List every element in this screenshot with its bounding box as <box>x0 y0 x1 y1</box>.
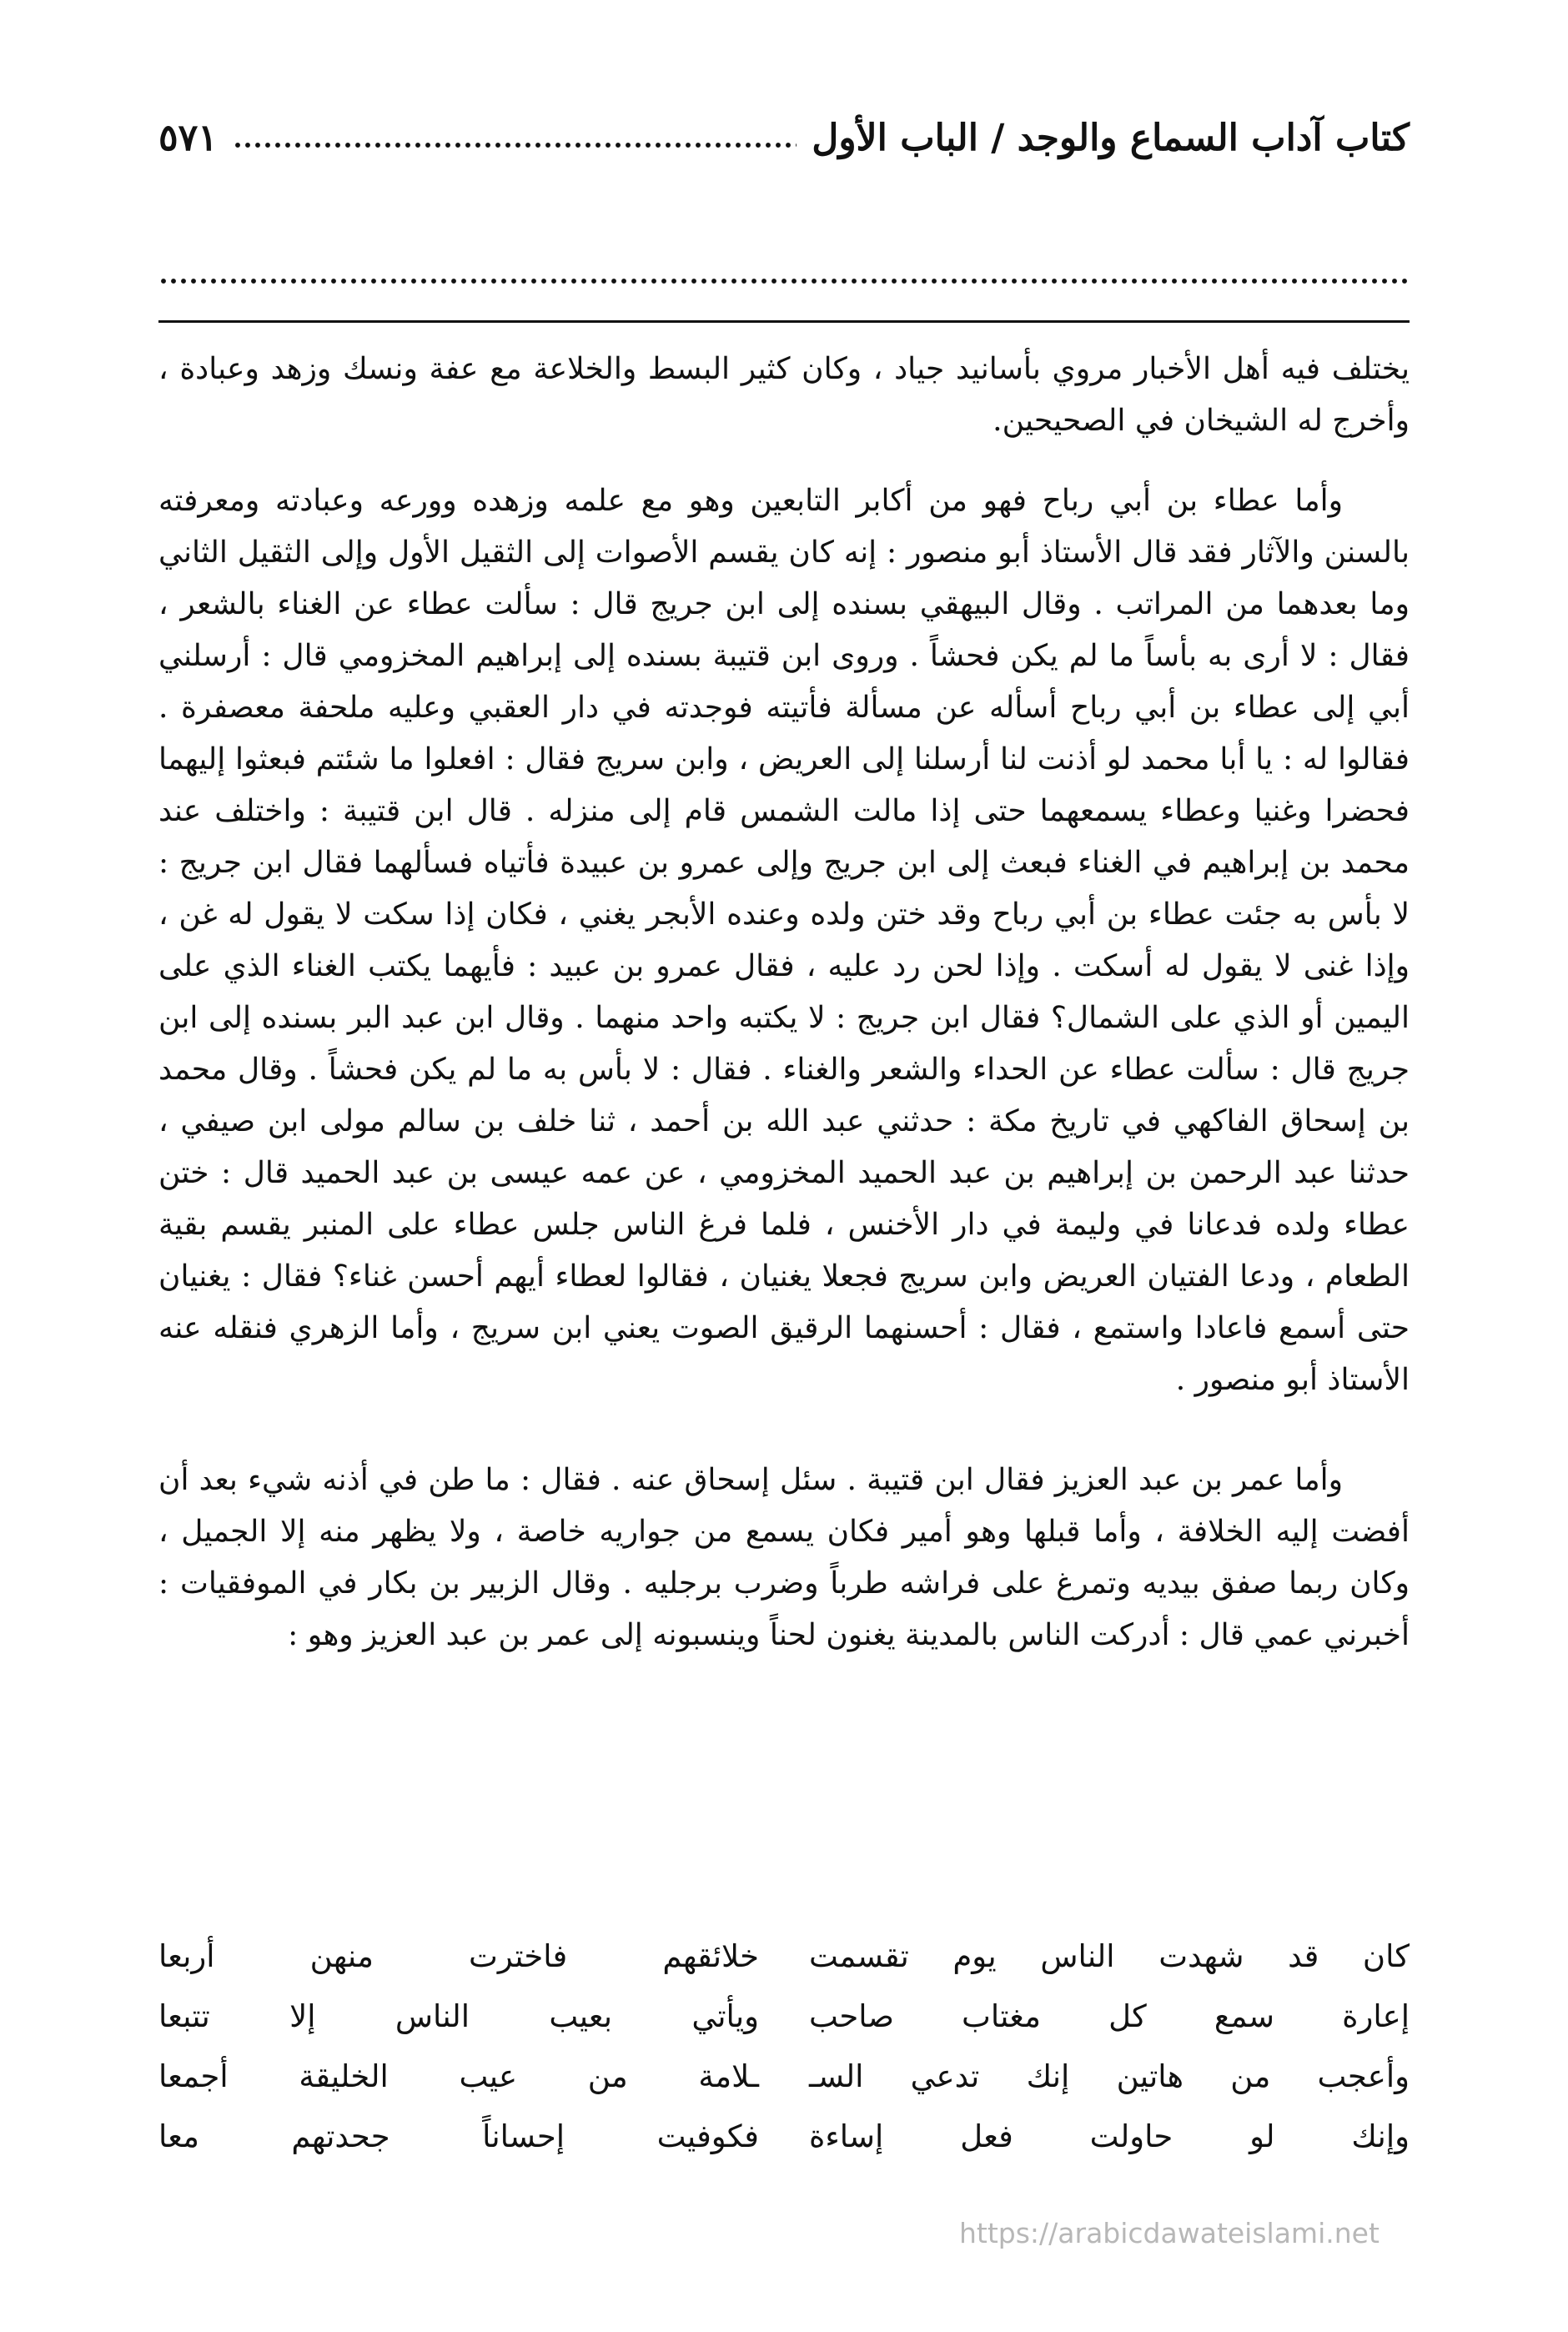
paragraph-ata: وأما عطاء بن أبي رباح فهو من أكابر التابعين وهو مع علمه وزهده وورعه وعبادته ومعرفته بالسنن والآثار فقد قال الأستاذ أبو منصور : إنه كان يقسم الأصوات إلى الثقيل الأول وإلى الثقيل الثاني وما بعدهما من المراتب . وقال البيهقي بسنده إلى ابن جريج قال : سألت عطاء عن الغناء بالشعر ، فقال : لا أرى به بأساً ما لم يكن فحشاً . وروى ابن قتيبة بسنده إلى إبراهيم المخزومي قال : أرسلني أبي إلى عطاء بن أبي رباح أسأله عن مسألة فأتيته فوجدته في دار العقبي وعليه ملحفة معصفرة . فقالوا له : يا أبا محمد لو أذنت لنا أرسلنا إلى العريض ، وابن سريج فقال : افعلوا ما شئتم فبعثوا إليهما فحضرا وغنيا وعطاء يسمعهما حتى إذا مالت الشمس قام إلى منزله . قال ابن قتيبة : واختلف عند محمد بن إبراهيم في الغناء فبعث إلى ابن جريج وإلى عمرو بن عبيدة فأتياه فسألهما فقال ابن جريج : لا بأس به جئت عطاء بن أبي رباح وقد ختن ولده وعنده الأبجر يغني ، فكان إذا سكت لا يقول له غن ، وإذا غنى لا يقول له أسكت . وإذا لحن رد عليه ، فقال عمرو بن عبيد : فأيهما يكتب الغناء الذي على اليمين أو الذي على الشمال؟ فقال ابن جريج : لا يكتبه واحد منهما . وقال ابن عبد البر بسنده إلى ابن جريج قال : سألت عطاء عن الحداء والشعر والغناء . فقال : لا بأس به ما لم يكن فحشاً . وقال محمد بن إسحاق الفاكهي في تاريخ مكة : حدثني عبد الله بن أحمد ، ثنا خلف بن سالم مولى ابن صيفي ، حدثنا عبد الرحمن بن إبراهيم بن عبد الحميد المخزومي ، عن عمه عيسى بن عبد الحميد قال : ختن عطاء ولده فدعانا في وليمة في دار الأخنس ، فلما فرغ الناس جلس عطاء على المنبر يقسم بقية الطعام ، ودعا الفتيان العريض وابن سريج فجعلا يغنيان ، فقالوا لعطاء أيهم أحسن غناء؟ فقال : يغنيان حتى أسمع فاعادا واستمع ، فقال : أحسنهما الرقيق الصوت يعني ابن سريج ، وأما الزهري فنقله عنه الأستاذ أبو منصور . <box>158 484 1410 1397</box>
verse-line <box>158 1927 1410 1987</box>
header-title: كتاب آداب السماع والوجد / الباب الأول <box>812 116 1410 159</box>
paragraph-continuation: يختلف فيه أهل الأخبار مروي بأسانيد جياد ، وكان كثير البسط والخلاعة مع عفة ونسك وزهد وعبادة ، وأخرج له الشيخان في الصحيحين. <box>158 352 1410 438</box>
verse-line <box>158 2047 1410 2107</box>
verse-first-hemistich: إعارة سمع كل مغتاب صاحب <box>809 1998 1410 2034</box>
verse-first-hemistich: كان قد شهدت الناس يوم تقسمت <box>809 1938 1410 1974</box>
page-number: ٥٧١ <box>158 116 218 159</box>
verse-second-hemistich: ويأتي بعيب الناس إلا تتبعا <box>158 1998 759 2034</box>
verse-second-hemistich: فكوفيت إحساناً جحدتهم معا <box>158 2118 759 2154</box>
body-text <box>158 344 1410 1661</box>
running-header <box>158 104 1410 171</box>
header-dotted-leader <box>233 139 797 151</box>
verse-second-hemistich: خلائقهم فاخترت منهن أربعا <box>158 1938 759 1974</box>
paragraph-umar: وأما عمر بن عبد العزيز فقال ابن قتيبة . سئل إسحاق عنه . فقال : ما طن في أذنه شيء بعد أن أفضت إليه الخلافة ، وأما قبلها وهو أمير فكان يسمع من جواريه خاصة ، ولا يظهر منه إلا الجميل ، وكان ربما صفق بيديه وتمرغ على فراشه طرباً وضرب برجليه . وقال الزبير بن بكار في الموفقيات : أخبرني عمي قال : أدركت الناس بالمدينة يغنون لحناً وينسبونه إلى عمر بن عبد العزيز وهو : <box>158 1463 1410 1652</box>
poem <box>158 1927 1410 2167</box>
verse-line <box>158 1987 1410 2047</box>
verse-second-hemistich: ـلامة من عيب الخليقة أجمعا <box>158 2058 759 2094</box>
watermark-url: https://arabicdawateislami.net <box>959 2217 1380 2249</box>
verse-first-hemistich: وأعجب من هاتين إنك تدعي السـ <box>809 2058 1410 2094</box>
dotted-divider <box>158 275 1410 287</box>
horizontal-rule <box>158 320 1410 323</box>
verse-first-hemistich: وإنك لو حاولت فعل إساءة <box>809 2118 1410 2154</box>
verse-line <box>158 2107 1410 2167</box>
